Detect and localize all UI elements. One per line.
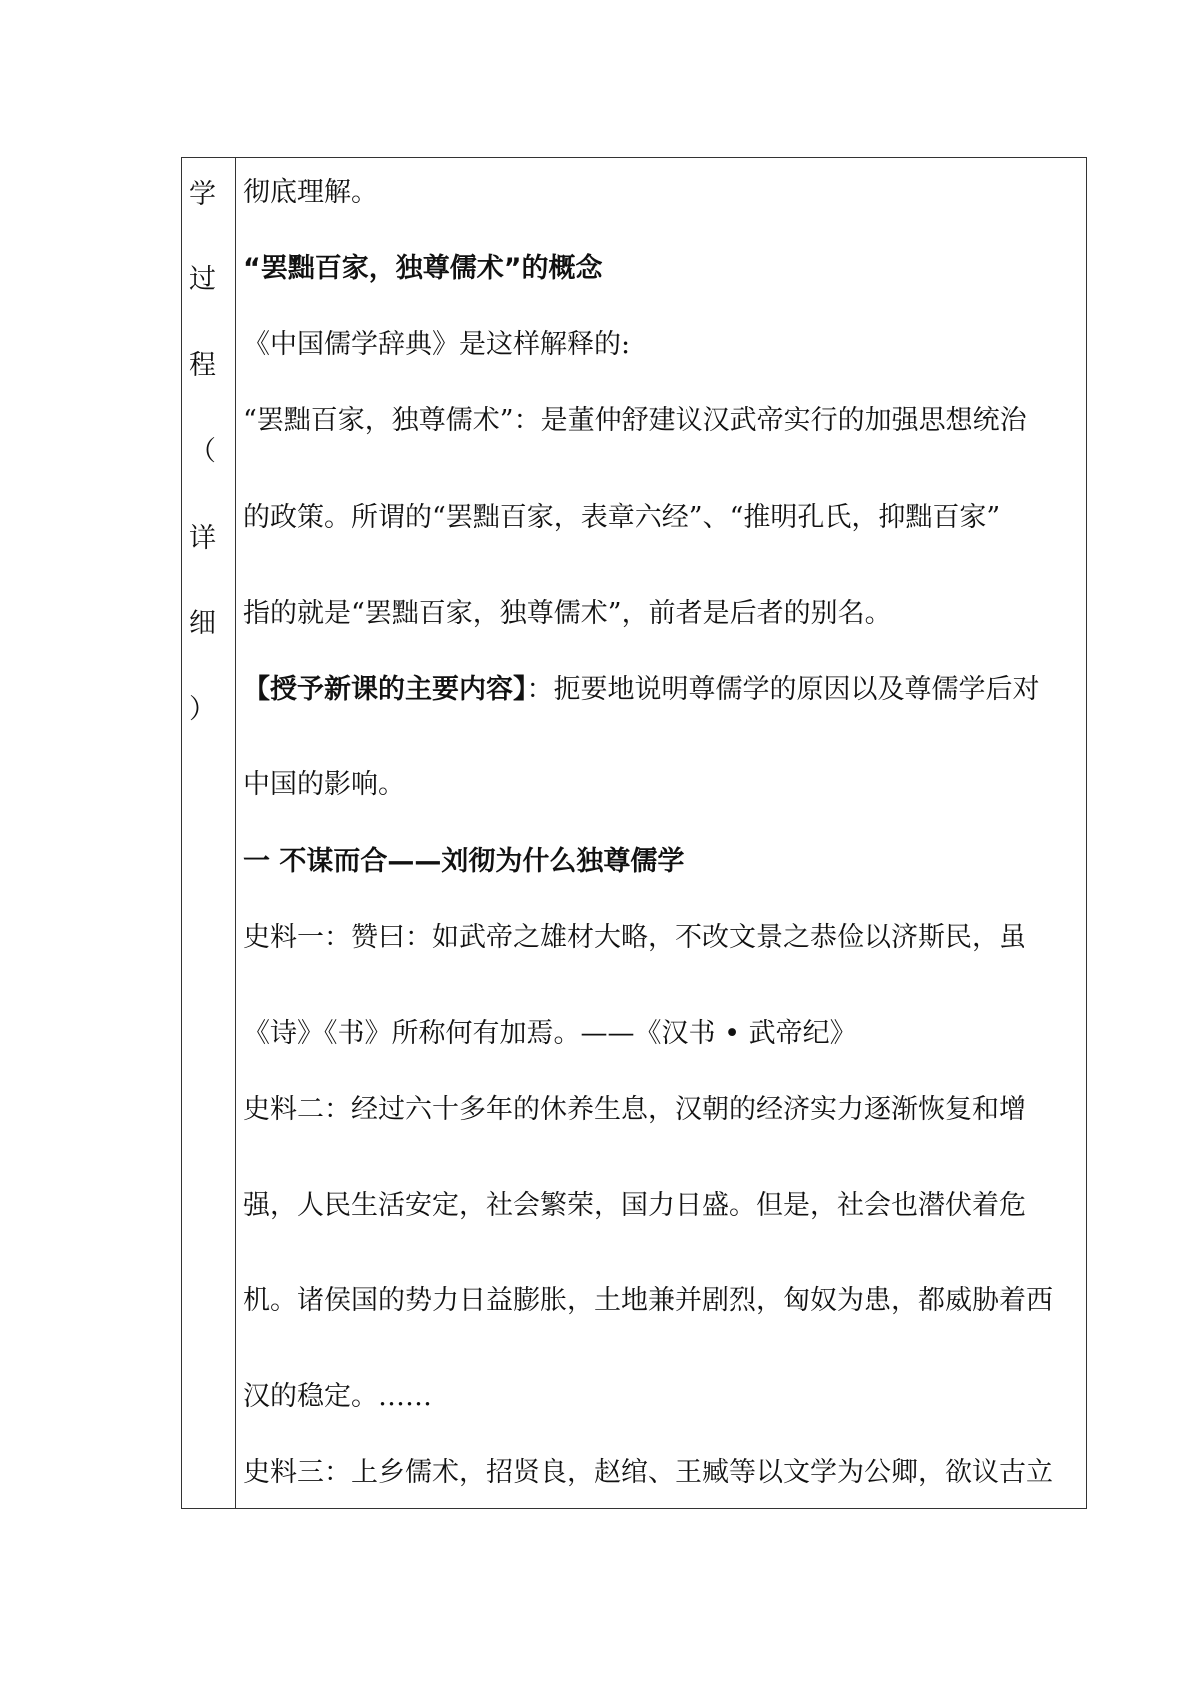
section-label-char: 详	[189, 523, 216, 554]
concept-heading: “罢黜百家，独尊儒术”的概念	[243, 253, 603, 284]
content-column	[236, 158, 1088, 1508]
text-line: 的政策。所谓的“罢黜百家，表章六经”、“推明孔氏，抑黜百家”	[243, 502, 1001, 533]
text-line: 中国的影响。	[243, 769, 405, 800]
lesson-table	[181, 157, 1087, 1509]
text-line: 机。诸侯国的势力日益膨胀，土地兼并剧烈，匈奴为患，都威胁着西	[243, 1285, 1053, 1316]
text-line: 史料一：赞曰：如武帝之雄材大略，不改文景之恭俭以济斯民，虽	[243, 922, 1026, 953]
text-line: 指的就是“罢黜百家，独尊儒术”，前者是后者的别名。	[243, 598, 892, 629]
text-line: 史料二：经过六十多年的休养生息，汉朝的经济实力逐渐恢复和增	[243, 1094, 1026, 1125]
section-one-heading: 一 不谋而合——刘彻为什么独尊儒学	[243, 846, 685, 877]
section-label-char: 细	[189, 608, 216, 639]
text-line: 彻底理解。	[243, 177, 378, 208]
section-label-char: 过	[189, 264, 216, 295]
text-line: 史料三：上乡儒术，招贤良，赵绾、王臧等以文学为公卿，欲议古立	[243, 1457, 1053, 1488]
text-line: 汉的稳定。……	[243, 1381, 432, 1412]
main-content-label: 【授予新课的主要内容】	[243, 674, 527, 705]
section-label-char: 学	[189, 179, 216, 210]
text-line: 强，人民生活安定，社会繁荣，国力日盛。但是，社会也潜伏着危	[243, 1190, 1026, 1221]
section-label-char: （	[189, 436, 216, 467]
section-label-char: ）	[189, 694, 216, 725]
text-line: 《中国儒学辞典》是这样解释的:	[243, 329, 631, 360]
section-label-char: 程	[189, 350, 216, 381]
section-label-column	[182, 158, 236, 1508]
main-content-line	[243, 673, 1040, 707]
text-line: “罢黜百家，独尊儒术”：是董仲舒建议汉武帝实行的加强思想统治	[243, 405, 1027, 436]
text-line: 《诗》《书》所称何有加焉。——《汉书 • 武帝纪》	[243, 1018, 857, 1049]
main-content-text: ：扼要地说明尊儒学的原因以及尊儒学后对	[526, 674, 1040, 705]
